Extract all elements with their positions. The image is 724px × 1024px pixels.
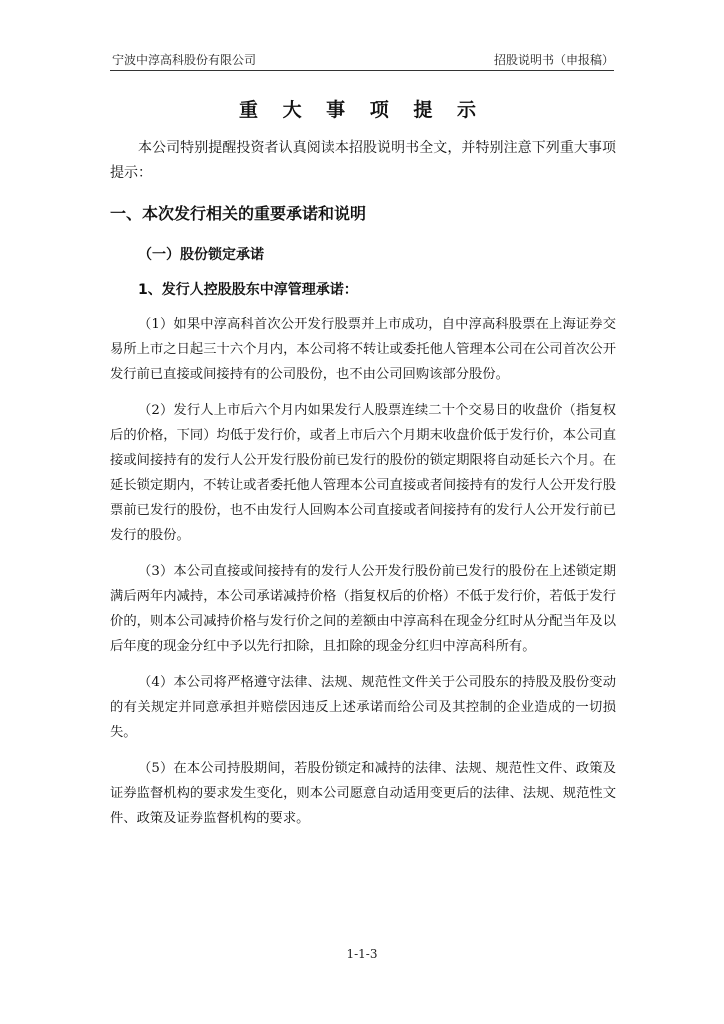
page-number: 1-1-3 [346,947,378,961]
section-heading: 一、本次发行相关的重要承诺和说明 [110,204,367,223]
page-title: 重 大 事 项 提 示 [238,99,486,121]
commitment-paragraph-3: （3）本公司直接或间接持有的发行人公开发行股份前已发行的股份在上述锁定期满后两年内减持，本公司承诺减持价格（指复权后的价格）不低于发行价，若低于发行价的，则本公司减持价格与发行价之间的差额由中淳高科在现金分红时从分配当年及以后年度的现金分红中予以先行扣除，且扣除的现金分红归中淳高科所有。 [110,564,616,654]
commitment-paragraph-4: （4）本公司将严格遵守法律、法规、规范性文件关于公司股东的持股及股份变动的有关规定并同意承担并赔偿因违反上述承诺而给公司及其控制的企业造成的一切损失。 [110,675,616,740]
page-header [110,51,614,69]
commitment-paragraph-2: （2）发行人上市后六个月内如果发行人股票连续二十个交易日的收盘价（指复权后的价格，下同）均低于发行价，或者上市后六个月期末收盘价低于发行价，本公司直接或间接持有的发行人公开发行股份前已发行的股份的锁定期限将自动延长六个月。在延长锁定期内，不转让或者委托他人管理本公司直接或者间接持有的发行人公开发行股票前已发行的股份，也不由发行人回购本公司直接或者间接持有的发行人公开发行前已发行的股份。 [110,403,616,543]
subsection-heading: （一）股份锁定承诺 [138,247,264,263]
commitment-paragraph-1: （1）如果中淳高科首次公开发行股票并上市成功，自中淳高科股票在上海证券交易所上市之日起三十六个月内，本公司将不转让或委托他人管理本公司在公司首次公开发行前已直接或间接持有的公司股份，也不由公司回购该部分股份。 [110,317,616,382]
document-body [110,136,616,831]
header-company-name: 宁波中淳高科股份有限公司 [112,53,257,67]
header-divider [110,70,614,71]
header-document-type: 招股说明书（申报稿） [493,53,614,67]
item-heading: 1、发行人控股股东中淳管理承诺： [138,282,358,298]
intro-paragraph: 本公司特别提醒投资者认真阅读本招股说明书全文，并特别注意下列重大事项提示： [110,140,616,181]
commitment-paragraph-5: （5）在本公司持股期间，若股份锁定和减持的法律、法规、规范性文件、政策及证券监督机构的要求发生变化，则本公司愿意自动适用变更后的法律、法规、规范性文件、政策及证券监督机构的要求。 [110,761,616,826]
